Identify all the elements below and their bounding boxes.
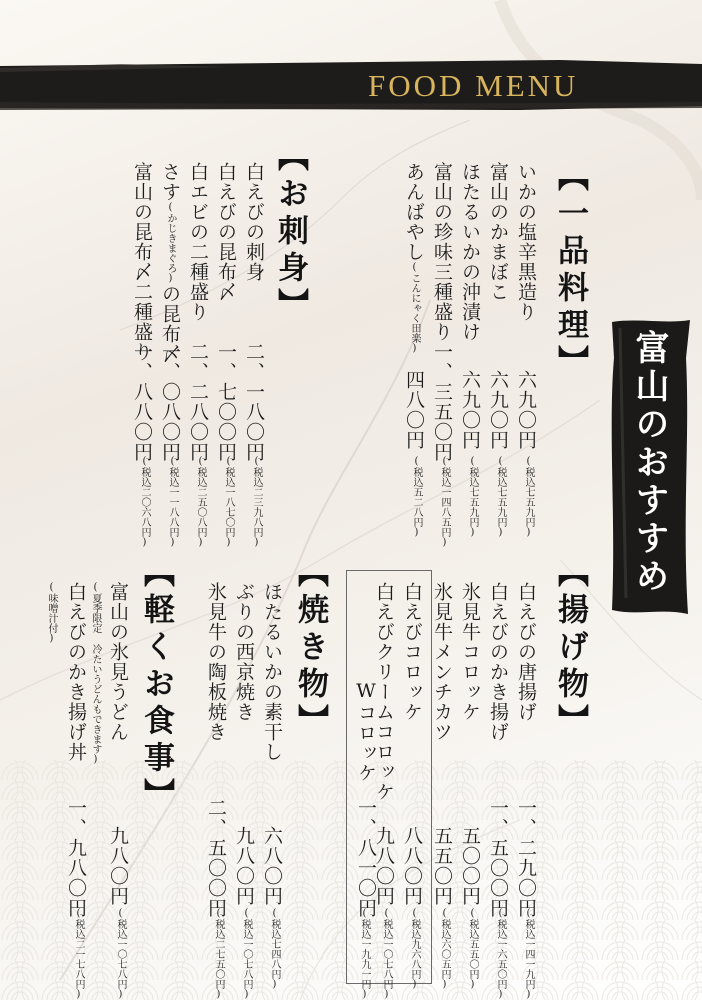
header-brush-stroke (0, 58, 702, 114)
menu-item-price: 九八〇円 (107, 826, 129, 906)
menu-item-tax: (税込一六五〇円) (495, 908, 506, 1000)
menu-item-price: 六九〇円 (487, 370, 509, 450)
section-heading-agemono: 【揚げ物】 (552, 556, 588, 741)
menu-item-tax: (税込二五〇八円) (195, 456, 206, 548)
menu-item-name-text: あんばやし (403, 162, 425, 262)
menu-item-name: 白えびの唐揚げ (515, 582, 537, 722)
menu-item-price: 六八〇円 (261, 826, 283, 906)
menu-item-tax: (税込一〇七八円) (381, 908, 392, 1000)
menu-item-price: 二、五〇〇円 (205, 798, 227, 918)
menu-item-tax: (税込一四一九円) (523, 908, 534, 1000)
menu-item-name: 白えびクリームコロッケ (373, 582, 395, 802)
menu-item-price: 八八〇円 (401, 826, 423, 906)
menu-item-name: 富山の珍味三種盛り (431, 162, 453, 342)
menu-item-price: 二、一八〇円 (243, 342, 265, 462)
menu-item-price: 六九〇円 (459, 370, 481, 450)
menu-item-name: 白えびの昆布〆 (215, 162, 237, 302)
menu-title: FOOD MENU (368, 68, 579, 103)
menu-item-note: (こんにゃく田楽) (409, 262, 420, 354)
menu-item-name: いかの塩辛黒造り (515, 162, 537, 322)
menu-item-name: 白エビの二種盛り (187, 162, 209, 322)
section-heading-yakimono: 【焼き物】 (292, 556, 328, 741)
menu-item-name: ほたるいかの沖漬け (459, 162, 481, 342)
menu-item-tax: (税込一四八五円) (439, 456, 450, 548)
section-heading-ippin: 【一品料理】 (552, 160, 588, 382)
menu-item-name-text: の昆布〆 (159, 284, 181, 364)
menu-item-name: 白えびのかき揚げ丼 (65, 582, 87, 762)
menu-item-price: 一、五〇〇円 (487, 798, 509, 918)
menu-item-price: 六九〇円 (515, 370, 537, 450)
menu-item-price: 一、三五〇円 (431, 342, 453, 462)
section-heading-sashimi: 【お刺身】 (272, 140, 308, 325)
menu-item-name (156, 162, 184, 364)
menu-item-tax: (税込七五九円) (495, 456, 506, 538)
menu-item-name: 氷見牛コロッケ (459, 582, 481, 722)
menu-item-name: ほたるいかの素干し (261, 582, 283, 762)
menu-item-price: 五五〇円 (431, 826, 453, 906)
menu-item-tax: (税込二〇六八円) (139, 456, 150, 548)
menu-item-price: 一、八八〇円 (131, 342, 153, 462)
menu-item-tax: (税込九六八円) (409, 908, 420, 990)
menu-item-price: 二、二八〇円 (187, 342, 209, 462)
menu-item-tax: (税込五二八円) (411, 456, 422, 538)
section-heading-karuku: 【軽くお食事】 (138, 556, 174, 815)
menu-item-tax: (税込一〇七八円) (115, 908, 126, 1000)
menu-item-tax: (税込二七五〇円) (213, 908, 224, 1000)
menu-item-tax: (税込七四八円) (269, 908, 280, 990)
menu-item-tax: (税込二三九八円) (251, 456, 262, 548)
menu-item-name: 富山のかまぼこ (487, 162, 509, 302)
menu-item-note: (味噌汁付) (46, 582, 57, 644)
menu-item-tax: (税込七五九円) (467, 456, 478, 538)
menu-item-note: (夏季限定 冷たいうどんもできます) (90, 582, 101, 765)
menu-item-note: (かじきまぐろ) (165, 202, 176, 284)
menu-item-name: 氷見牛の陶板焼き (205, 582, 227, 742)
menu-item-tax: (税込七五九円) (523, 456, 534, 538)
menu-item-price: 九八〇円 (373, 826, 395, 906)
menu-item-price: 四八〇円 (403, 370, 425, 450)
menu-item-tax: (税込二一七八円) (73, 908, 84, 1000)
menu-item-tax: (税込一一八八円) (167, 456, 178, 548)
menu-item-name: 富山の氷見うどん (107, 582, 129, 742)
menu-item-name: 富山の昆布〆二種盛り (131, 162, 153, 362)
menu-item-price: 一、二九〇円 (515, 798, 537, 918)
menu-item-price: 一、九八〇円 (65, 798, 87, 918)
menu-item-price: 九八〇円 (233, 826, 255, 906)
menu-item-price: 一、〇八〇円 (159, 342, 181, 462)
menu-item-tax: (税込一九九一円) (359, 908, 370, 1000)
recommend-banner (606, 318, 692, 618)
menu-item-name: 白えびのかき揚げ (487, 582, 509, 742)
menu-item-name: Wコロッケ (355, 680, 377, 783)
menu-item-tax: (税込一〇七八円) (241, 908, 252, 1000)
recommend-label: 富山のおすすめ (629, 330, 669, 596)
menu-item-price: 一、八一〇円 (355, 798, 377, 918)
menu-item-price: 五〇〇円 (459, 826, 481, 906)
menu-item-name: ぶりの西京焼き (233, 582, 255, 722)
menu-item-price: 一、七〇〇円 (215, 342, 237, 462)
menu-item-name: 氷見牛メンチカツ (431, 582, 453, 742)
menu-item-tax: (税込六〇五円) (439, 908, 450, 990)
menu-item-tax: (税込五五〇円) (467, 908, 478, 990)
menu-item-name (400, 162, 428, 354)
menu-item-name-text: さす (159, 162, 181, 202)
menu-item-name: 白えびコロッケ (401, 582, 423, 722)
menu-item-name: 白えびの刺身 (243, 162, 265, 282)
menu-item-tax: (税込一八七〇円) (223, 456, 234, 548)
